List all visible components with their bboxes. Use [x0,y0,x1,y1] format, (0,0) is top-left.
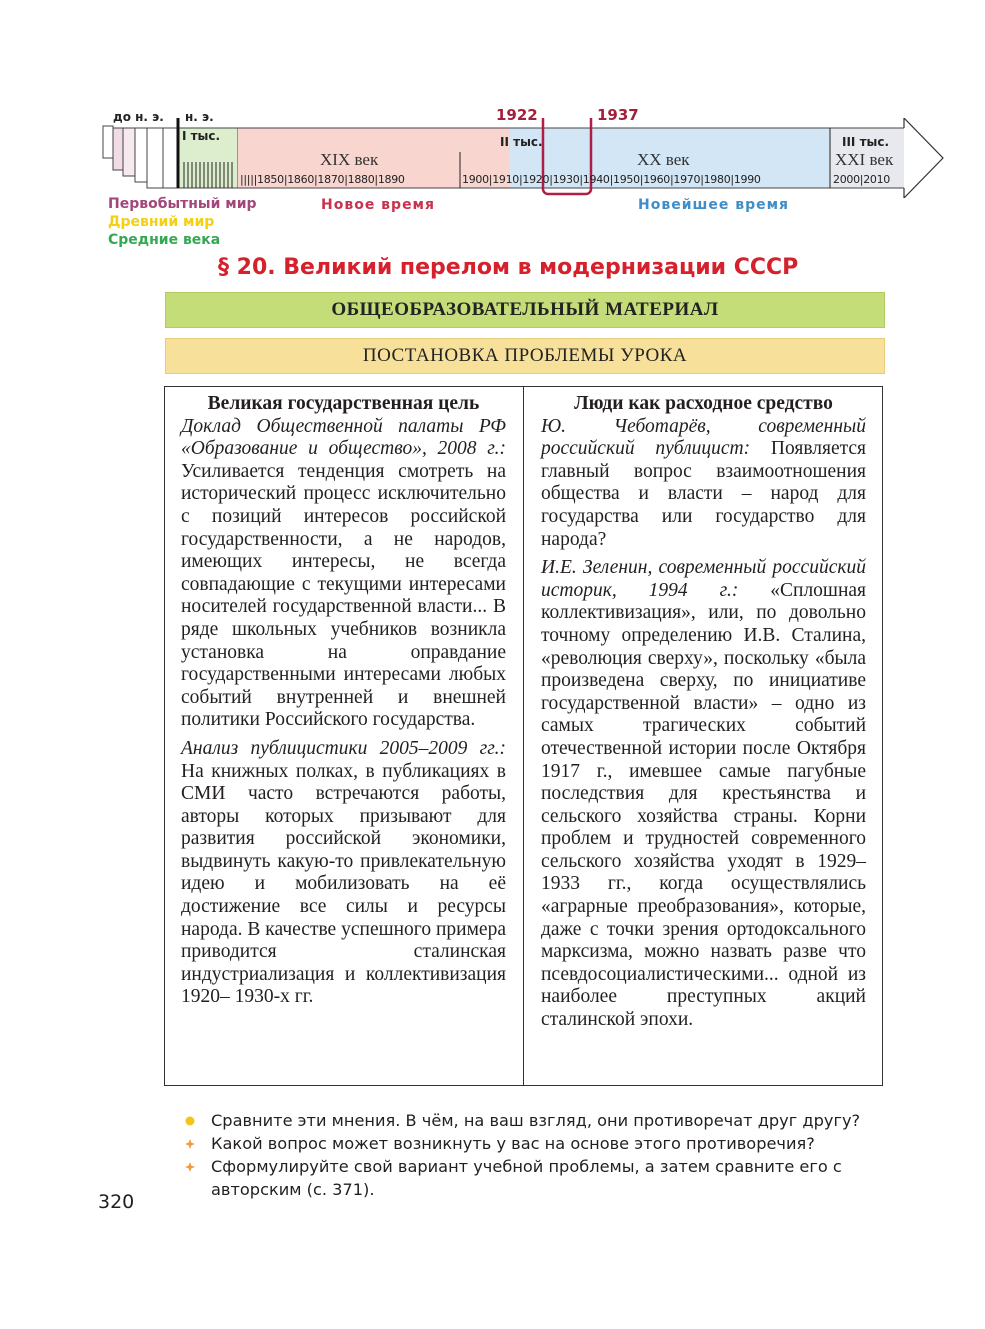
task-item [185,1109,905,1132]
era-middle-ages: Средние века [108,232,221,248]
decades-19th: |||||1850|1860|1870|1880|1890 [240,173,405,186]
ad-label: н. э. [185,110,214,124]
right-quote-1 [541,416,866,552]
bullet-icon [185,1139,195,1149]
band-lesson-problem: ПОСТАНОВКА ПРОБЛЕМЫ УРОКА [165,338,885,374]
millennium-2-label: II тыс. [500,135,543,149]
paragraph-title: § 20. Великий перелом в модернизации СССР [218,255,799,280]
column-divider [523,386,524,1086]
millennium-3-label: III тыс. [842,135,890,149]
right-column-title: Люди как расходное средство [574,393,833,414]
decades-20th: 1900|1910|1920|1930|1940|1950|1960|1970|1980|1990 [462,173,761,186]
era-primitive: Первобытный мир [108,196,257,212]
decades-21st: 2000|2010 [833,173,890,186]
task-item [185,1132,905,1155]
timeline-bar [100,118,950,198]
era-modern: Новое время [321,197,435,213]
right-quote-2-source: И.Е. Зеленин, современный российский историк, 1994 г.: [541,557,866,601]
right-quote-1-source: Ю. Чеботарёв, современный российский публицист: [541,415,866,460]
right-quote-1-text: Появляется главный вопрос взаимоотношения общества и власти – народ для государства или государство для народа? [541,438,867,550]
bc-label: до н. э. [113,110,164,124]
left-quote-1-text: Усиливается тенденция смотреть на исторический процесс исключительно с позиций интересов российской государственности, а не народов, имеющих интересы, не всегда совпадающие с текущими интересами носителей государственной власти... В ряде школьных учебников возникла установка на оправдание государственными интересами любых событий внутренней и внешней политики Российского государства. [181,460,506,731]
year-1937-label: 1937 [597,106,639,124]
band-general-material: ОБЩЕОБРАЗОВАТЕЛЬНЫЙ МАТЕРИАЛ [165,292,885,328]
right-column [541,393,866,1038]
task-text: Сформулируйте свой вариант учебной проблемы, а затем сравните его с авторским (с. 371). [211,1157,842,1199]
left-quote-2-source: Анализ публицистики 2005–2009 гг.: [181,737,506,759]
task-list [185,1109,905,1201]
era-contemporary: Новейшее время [638,197,790,213]
year-1922-label: 1922 [496,106,538,124]
left-quote-2-text: На книжных полках, в публикациях в СМИ часто встречаются работы, авторы которых призывают для развития российской экономики, выдвинуть какую-то привлекательную идею и мобилизовать на её достижение все силы и ресурсы народа. В качестве успешного примера приводится сталинская индустриализация и коллективизация 1920– 1930-х гг. [181,760,506,1008]
century-20-label: XX век [637,150,690,169]
right-quote-2 [541,557,866,1031]
page-number: 320 [98,1191,135,1213]
left-quote-2 [181,738,506,1009]
task-text: Какой вопрос может возникнуть у вас на основе этого противоречия? [211,1134,815,1153]
bullet-icon [185,1162,195,1172]
bullet-icon [185,1116,195,1126]
century-21-label: XXI век [835,150,894,169]
era-ancient: Древний мир [108,214,215,230]
task-item [185,1155,905,1201]
century-19-label: XIX век [320,150,379,169]
left-column [181,393,506,1015]
left-quote-1-source: Доклад Общественной палаты РФ «Образование и общество», 2008 г.: [181,415,506,460]
left-quote-1 [181,416,506,732]
left-column-title: Великая государственная цель [207,393,480,414]
millennium-1-label: I тыс. [181,129,221,143]
right-quote-2-text: «Сплошная коллективизация», или, по довольно точному определению И.В. Сталина, «революция сверху», поскольку «была произведена сверху, по инициативе государственной власти» – одно из самых трагических событий отечественной истории после Октября 1917 г., имевшее самые пагубные последствия для крестьянства и сельского хозяйства страны. Корни проблем и трудностей современного сельского хозяйства уходят в 1929–1933 гг., когда осуществлялись «аграрные преобразования», которые, даже с точки зрения ортодоксального марксизма, можно назвать разве что псевдосоциалистическими... одной из наиболее преступных акций сталинской эпохи. [541,579,867,1031]
task-text: Сравните эти мнения. В чём, на ваш взгляд, они противоречат друг другу? [211,1111,861,1130]
